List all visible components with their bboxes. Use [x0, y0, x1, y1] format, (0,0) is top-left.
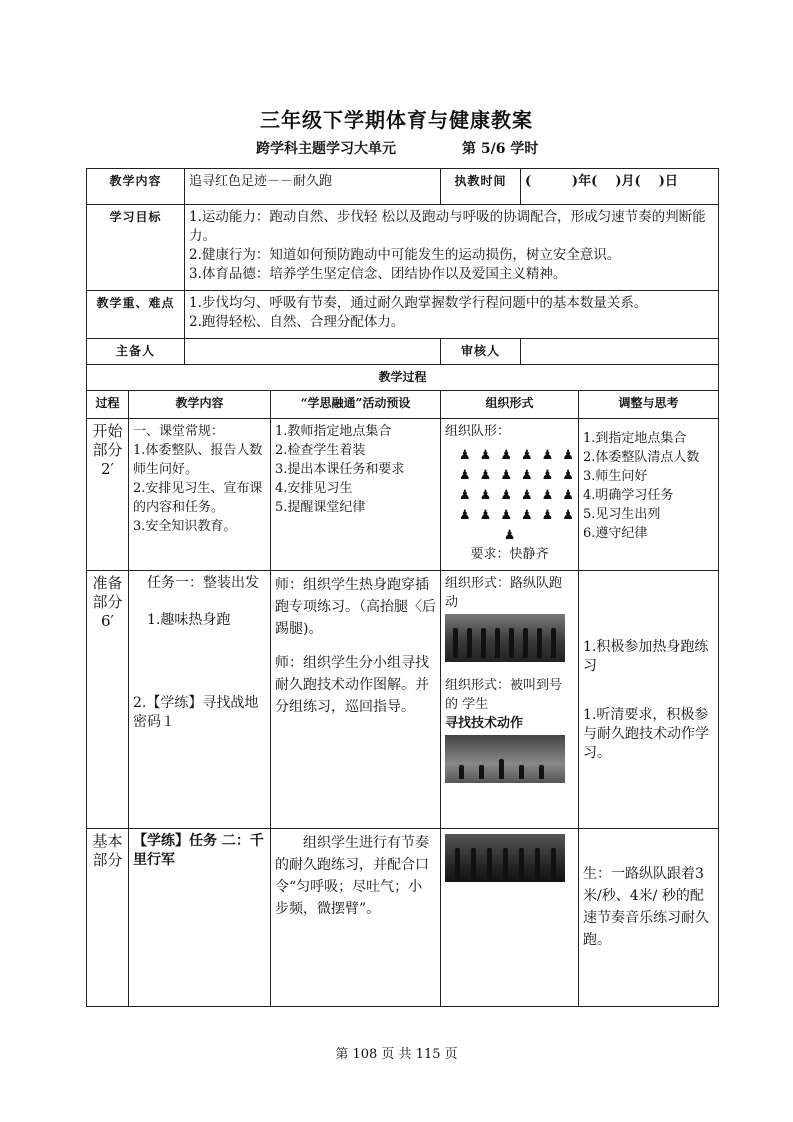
key-label: 教学重、难点 — [87, 291, 185, 339]
person-icon: ♟ — [562, 447, 574, 463]
basic-reflection: 生：一路纵队跟着3米/秒、4米/ 秒的配速节奏音乐练习耐久跑。 — [579, 829, 719, 1007]
start-reflection-item: 3.师生问好 — [583, 469, 648, 484]
person-icon: ♟ — [520, 447, 533, 463]
column-header-organization: 组织形式 — [441, 391, 579, 419]
start-content-item: 3.安全知识教育。 — [133, 519, 237, 534]
content-value: 追寻红色足迹－－耐久跑 — [185, 169, 441, 205]
key-item: 2.跑得轻松、自然、合理分配体力。 — [189, 314, 405, 330]
prep-task-two: 2.【学练】寻找战地密码１ — [133, 695, 259, 730]
person-icon: ♟ — [500, 467, 512, 483]
person-icon: ♟ — [459, 507, 471, 523]
column-header-reflection: 调整与思考 — [579, 391, 719, 419]
person-icon: ♟ — [520, 487, 533, 503]
org-requirement: 要求：快静齐 — [470, 547, 549, 562]
prep-activity — [271, 571, 441, 829]
time-value: ( )年( )月( )日 — [521, 169, 719, 205]
prep-warmup-item: 1.趣味热身跑 — [147, 612, 231, 628]
person-icon: ♟ — [541, 467, 554, 483]
lesson-number: 第 5/6 学时 — [462, 141, 539, 157]
page-footer: 第 108 页 共 115 页 — [335, 1047, 458, 1062]
preparer-label: 主备人 — [87, 339, 185, 365]
start-reflection-item: 5.见习生出列 — [583, 507, 661, 522]
reviewer-value — [521, 339, 719, 365]
start-reflection-item: 6.遵守纪律 — [583, 526, 648, 541]
person-icon: ♟ — [562, 467, 574, 483]
start-activity-item: 3.提出本课任务和要求 — [275, 462, 405, 477]
person-icon: ♟ — [459, 467, 471, 483]
key-item: 1.步伐均匀、呼吸有节奏，通过耐久跑掌握数学行程问题中的基本数量关系。 — [189, 295, 648, 311]
prep-org-called: 组织形式：被叫到号的 学生 — [445, 678, 563, 712]
person-icon: ♟ — [500, 507, 512, 523]
stage-basic: 基本部分 — [87, 829, 129, 1007]
start-activity-item: 1.教师指定地点集合 — [275, 424, 392, 439]
start-content-item: 1.体委整队、报告人数师生问好。 — [133, 443, 263, 477]
column-header-content: 教学内容 — [129, 391, 271, 419]
prep-reflection-warmup: 1.积极参加热身跑练习 — [583, 639, 709, 674]
person-icon: ♟ — [459, 487, 471, 503]
document-title: 三年级下学期体育与健康教案 — [260, 108, 533, 132]
start-activity-item: 4.安排见习生 — [275, 481, 353, 496]
person-icon: ♟ — [562, 487, 574, 503]
stage-prep: 准备部分6′ — [87, 571, 129, 829]
prep-activity-warmup: 师：组织学生热身跑穿插跑专项练习。（高抬腿〈后踢腿)。 — [275, 577, 437, 637]
goal-item: 1.运动能力：跑动自然、步伐轻 松以及跑动与呼吸的协调配合，形成匀速节奏的判断能力。 — [189, 209, 706, 244]
start-content-item: 一、课堂常规： — [133, 424, 225, 439]
person-icon: ♟ — [479, 487, 492, 503]
basic-content: 【学练】任务 二：千里行军 — [129, 829, 271, 1007]
basic-organization — [441, 829, 579, 1007]
time-label: 执教时间 — [441, 169, 521, 205]
reviewer-label: 审核人 — [441, 339, 521, 365]
running-line-photo — [445, 834, 565, 882]
goal-label: 学习目标 — [87, 205, 185, 291]
org-label: 组织队形： — [445, 424, 511, 439]
prep-reflection — [579, 571, 719, 829]
unit-subtitle: 跨学科主题学习大单元 — [256, 141, 396, 157]
person-icon: ♟ — [500, 447, 512, 463]
column-header-stage: 过程 — [87, 391, 129, 419]
person-icon: ♟ — [520, 467, 533, 483]
prep-org-run: 组织形式：路纵队跑动 — [445, 576, 563, 610]
person-icon: ♟ — [479, 467, 492, 483]
prep-reflection-technique: 1.听清要求，积极参与耐久跑技术动作学习。 — [583, 707, 710, 761]
goal-item: 3.体育品德：培养学生坚定信念、团结协作以及爱国主义精神。 — [189, 266, 567, 282]
start-content — [129, 419, 271, 571]
start-activity-item: 5.提醒课堂纪律 — [275, 500, 366, 515]
goal-list — [185, 205, 719, 291]
start-content-item: 2.安排见习生、宣布课的内容和任务。 — [133, 481, 263, 515]
prep-content — [129, 571, 271, 829]
person-icon: ♟ — [541, 507, 554, 523]
start-reflection — [579, 419, 719, 571]
start-reflection-item: 1.到指定地点集合 — [583, 431, 687, 446]
goal-item: 2.健康行为：知道如何预防跑动中可能发生的运动损伤，树立安全意识。 — [189, 247, 621, 263]
person-icon: ♟ — [459, 447, 471, 463]
person-icon: ♟ — [479, 447, 492, 463]
formation-diagram — [445, 445, 574, 545]
person-icon: ♟ — [562, 507, 574, 523]
start-organization — [441, 419, 579, 571]
person-icon: ♟ — [520, 507, 533, 523]
person-icon: ♟ — [479, 507, 492, 523]
running-team-photo — [445, 614, 565, 662]
key-list — [185, 291, 719, 339]
students-on-floor-photo — [445, 735, 565, 783]
start-reflection-item: 2.体委整队清点人数 — [583, 450, 700, 465]
start-activity-item: 2.检查学生着装 — [275, 443, 366, 458]
column-header-activity: “学思融通”活动预设 — [271, 391, 441, 419]
stage-start: 开始部分2′ — [87, 419, 129, 571]
start-activity — [271, 419, 441, 571]
content-label: 教学内容 — [87, 169, 185, 205]
basic-activity: 组织学生进行有节奏的耐久跑练习，并配合口令“匀呼吸；尽吐气；小步频，微摆臂”。 — [271, 829, 441, 1007]
start-reflection-item: 4.明确学习任务 — [583, 488, 674, 503]
prep-org-technique: 寻找技术动作 — [445, 716, 524, 731]
prep-organization — [441, 571, 579, 829]
teacher-icon: ♟ — [503, 527, 516, 543]
prep-task-one: 任务一：整装出发 — [147, 575, 259, 591]
person-icon: ♟ — [541, 487, 554, 503]
lesson-plan-table — [86, 168, 719, 1007]
person-icon: ♟ — [500, 487, 512, 503]
prep-activity-group: 师：组织学生分小组寻找耐久跑技术动作图解。并分组练习，巡回指导。 — [275, 655, 430, 715]
preparer-value — [185, 339, 441, 365]
process-header: 教学过程 — [87, 365, 719, 391]
person-icon: ♟ — [541, 447, 554, 463]
